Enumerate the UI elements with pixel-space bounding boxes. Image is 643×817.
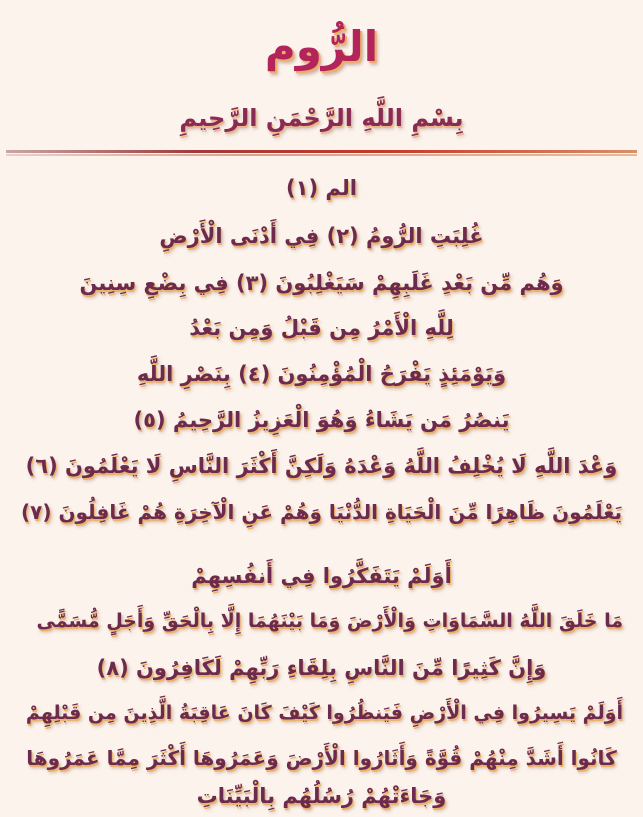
basmala: بِسْمِ اللَّهِ الرَّحْمَنِ الرَّحِيمِ <box>179 104 464 132</box>
verse-line-8: يَعْلَمُونَ ظَاهِرًا مِّنَ الْحَيَاةِ الدُّنْيَا وَهُمْ عَنِ الْآخِرَةِ هُمْ غَافِلُونَ (٧) <box>20 500 622 524</box>
verse-line-9: أَوَلَمْ يَتَفَكَّرُوا فِي أَنفُسِهِمْ <box>191 564 452 588</box>
divider-line-top <box>6 150 637 153</box>
verse-line-4: لِلَّهِ الْأَمْرُ مِن قَبْلُ وَمِن بَعْدُ <box>189 316 454 340</box>
verse-line-5: وَيَوْمَئِذٍ يَفْرَحُ الْمُؤْمِنُونَ (٤) بِنَصْرِ اللَّهِ <box>136 362 507 386</box>
verse-line-3: وَهُم مِّن بَعْدِ غَلَبِهِمْ سَيَغْلِبُونَ (٣) فِي بِضْعِ سِنِينَ <box>79 271 564 295</box>
surah-title: الرُّوم <box>264 22 379 71</box>
verse-line-6: يَنصُرُ مَن يَشَاءُ وَهُوَ الْعَزِيزُ الرَّحِيمُ (٥) <box>133 408 510 432</box>
verse-line-13: كَانُوا أَشَدَّ مِنْهُمْ قُوَّةً وَأَثَارُوا الْأَرْضَ وَعَمَرُوهَا أَكْثَرَ مِمَّا عَمَرُوهَا <box>26 746 617 770</box>
verse-line-14: وَجَاءَتْهُمْ رُسُلُهُم بِالْبَيِّنَاتِ <box>196 784 447 808</box>
header-divider <box>6 150 637 156</box>
verse-line-11: وَإِنَّ كَثِيرًا مِّنَ النَّاسِ بِلِقَاءِ رَبِّهِمْ لَكَافِرُونَ (٨) <box>96 656 547 680</box>
verse-line-7: وَعْدَ اللَّهِ لَا يُخْلِفُ اللَّهُ وَعْدَهُ وَلَكِنَّ أَكْثَرَ النَّاسِ لَا يَعْلَمُونَ (٦) <box>25 454 618 478</box>
verse-line-10: مَا خَلَقَ اللَّهُ السَّمَاوَاتِ وَالْأَرْضَ وَمَا بَيْنَهُمَا إِلَّا بِالْحَقِّ وَأَجَلٍ مُّسَمًّى <box>36 610 623 632</box>
verse-line-1: الم (١) <box>286 176 357 200</box>
verse-line-2: غُلِبَتِ الرُّومُ (٢) فِي أَدْنَى الْأَرْضِ <box>159 224 484 248</box>
divider-line-bottom <box>6 154 637 156</box>
verse-line-12: أَوَلَمْ يَسِيرُوا فِي الْأَرْضِ فَيَنظُرُوا كَيْفَ كَانَ عَاقِبَةُ الَّذِينَ مِن قَبْلِهِمْ <box>25 702 623 724</box>
